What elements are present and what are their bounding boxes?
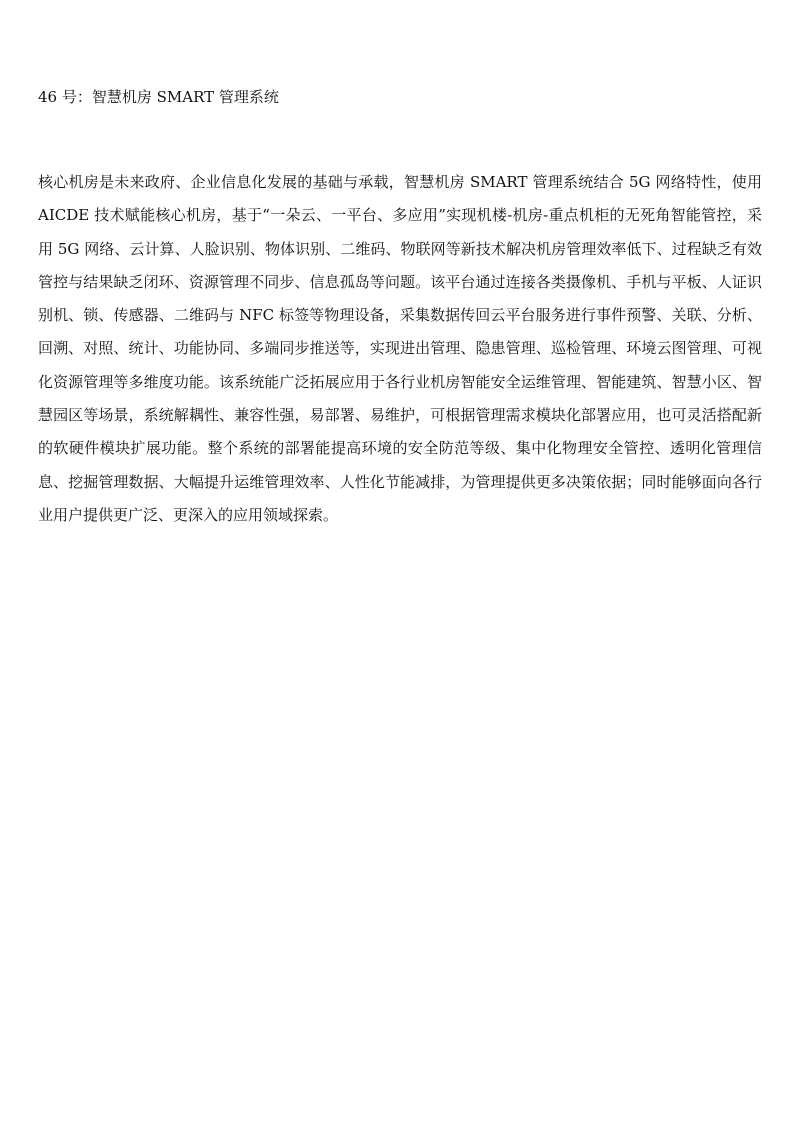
document-title: 46 号：智慧机房 SMART 管理系统 <box>38 88 279 106</box>
document-paragraph: 核心机房是未来政府、企业信息化发展的基础与承载，智慧机房 SMART 管理系统结合 5G 网络特性，使用 AICDE 技术赋能核心机房，基于“一朵云、一平台、多应用”实现机楼-机房-重点机柜的无死角智能管控，采用 5G 网络、云计算、人脸识别、物体识别、二维码、物联网等新技术解决机房管理效率低下、过程缺乏有效管控与结果缺乏闭环、资源管理不同步、信息孤岛等问题。该平台通过连接各类摄像机、手机与平板、人证识别机、锁、传感器、二维码与 NFC 标签等物理设备，采集数据传回云平台服务进行事件预警、关联、分析、回溯、对照、统计、功能协同、多端同步推送等，实现进出管理、隐患管理、巡检管理、环境云图管理、可视化资源管理等多维度功能。该系统能广泛拓展应用于各行业机房智能安全运维管理、智能建筑、智慧小区、智慧园区等场景，系统解耦性、兼容性强，易部署、易维护，可根据管理需求模块化部署应用，也可灵活搭配新的软硬件模块扩展功能。整个系统的部署能提高环境的安全防范等级、集中化物理安全管控、透明化管理信息、挖掘管理数据、大幅提升运维管理效率、人性化节能减排，为管理提供更多决策依据；同时能够面向各行业用户提供更广泛、更深入的应用领域探索。 <box>38 173 762 524</box>
